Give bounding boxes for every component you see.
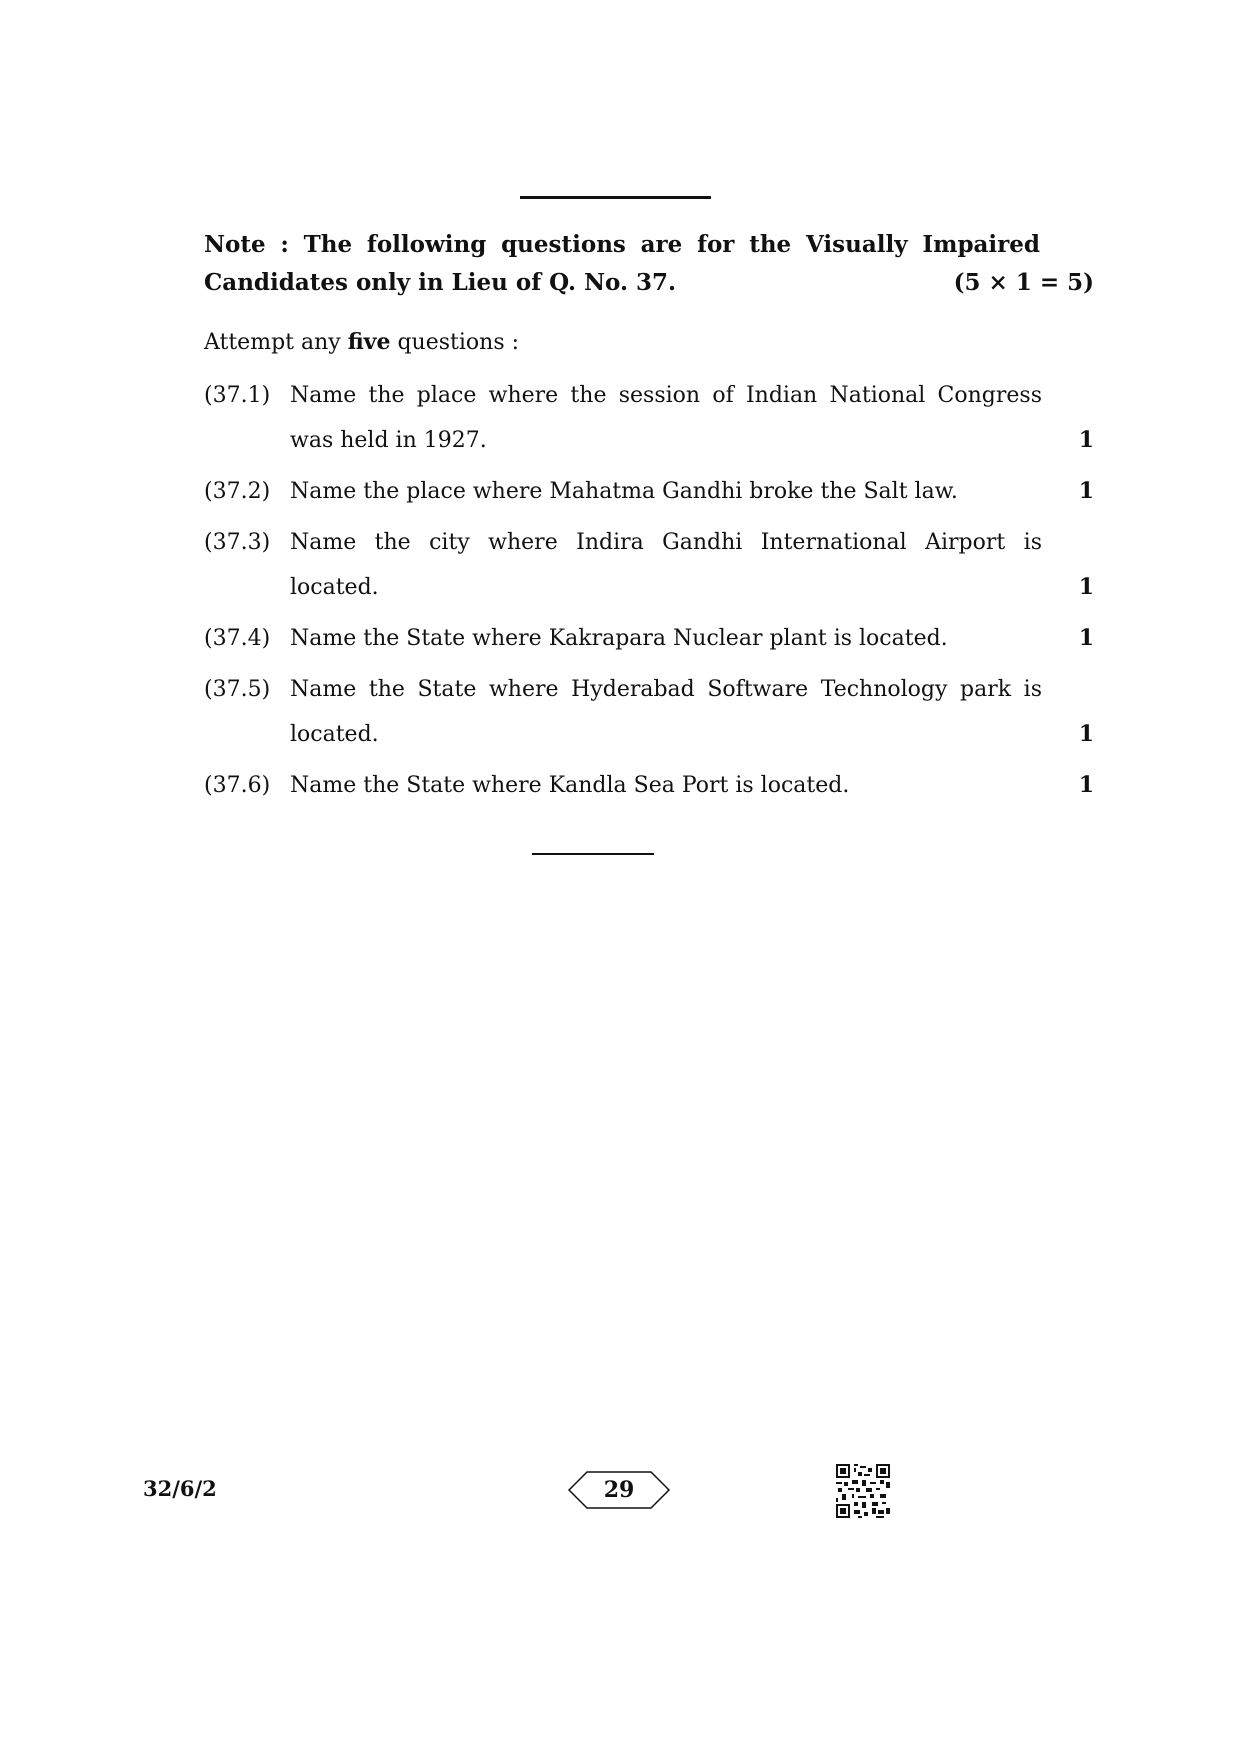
question-list xyxy=(204,373,1094,814)
bottom-divider xyxy=(532,853,654,855)
note-line-2-text: Candidates only in Lieu of Q. No. 37. xyxy=(204,269,676,296)
question-number: (37.1) xyxy=(204,383,271,408)
question-item xyxy=(204,373,1094,463)
question-item xyxy=(204,616,1094,661)
question-number: (37.6) xyxy=(204,773,271,798)
question-number: (37.4) xyxy=(204,626,271,651)
qr-code-icon xyxy=(836,1464,890,1518)
question-number: (37.5) xyxy=(204,677,271,702)
question-item xyxy=(204,469,1094,514)
instruction-suffix: questions : xyxy=(390,330,520,355)
question-text: Name the place where the session of Indian National Congress was held in 1927. xyxy=(290,383,1042,453)
question-text: Name the State where Kakrapara Nuclear plant is located. xyxy=(290,626,948,651)
question-text: Name the State where Kandla Sea Port is located. xyxy=(290,773,850,798)
question-item xyxy=(204,763,1094,808)
question-mark: 1 xyxy=(1078,721,1094,747)
paper-code: 32/6/2 xyxy=(143,1476,217,1501)
question-item xyxy=(204,667,1094,757)
instruction xyxy=(204,325,519,360)
instruction-emphasis: five xyxy=(347,329,391,355)
top-divider xyxy=(520,196,711,199)
question-mark: 1 xyxy=(1078,478,1094,504)
question-text: Name the place where Mahatma Gandhi broke the Salt law. xyxy=(290,479,958,504)
question-mark: 1 xyxy=(1078,427,1094,453)
note-line-2 xyxy=(204,264,1094,302)
question-mark: 1 xyxy=(1078,625,1094,651)
page-number-badge xyxy=(567,1470,671,1510)
note-marks: (5 × 1 = 5) xyxy=(953,269,1094,296)
question-mark: 1 xyxy=(1078,574,1094,600)
instruction-prefix: Attempt any xyxy=(204,330,348,355)
question-item xyxy=(204,520,1094,610)
question-text: Name the city where Indira Gandhi International Airport is located. xyxy=(290,530,1042,600)
question-text: Name the State where Hyderabad Software Technology park is located. xyxy=(290,677,1042,747)
note-block xyxy=(204,226,1094,302)
question-mark: 1 xyxy=(1078,772,1094,798)
question-number: (37.2) xyxy=(204,479,271,504)
page-number: 29 xyxy=(603,1477,635,1503)
note-line-1: Note : The following questions are for the Visually Impaired xyxy=(204,231,1040,258)
question-number: (37.3) xyxy=(204,530,271,555)
